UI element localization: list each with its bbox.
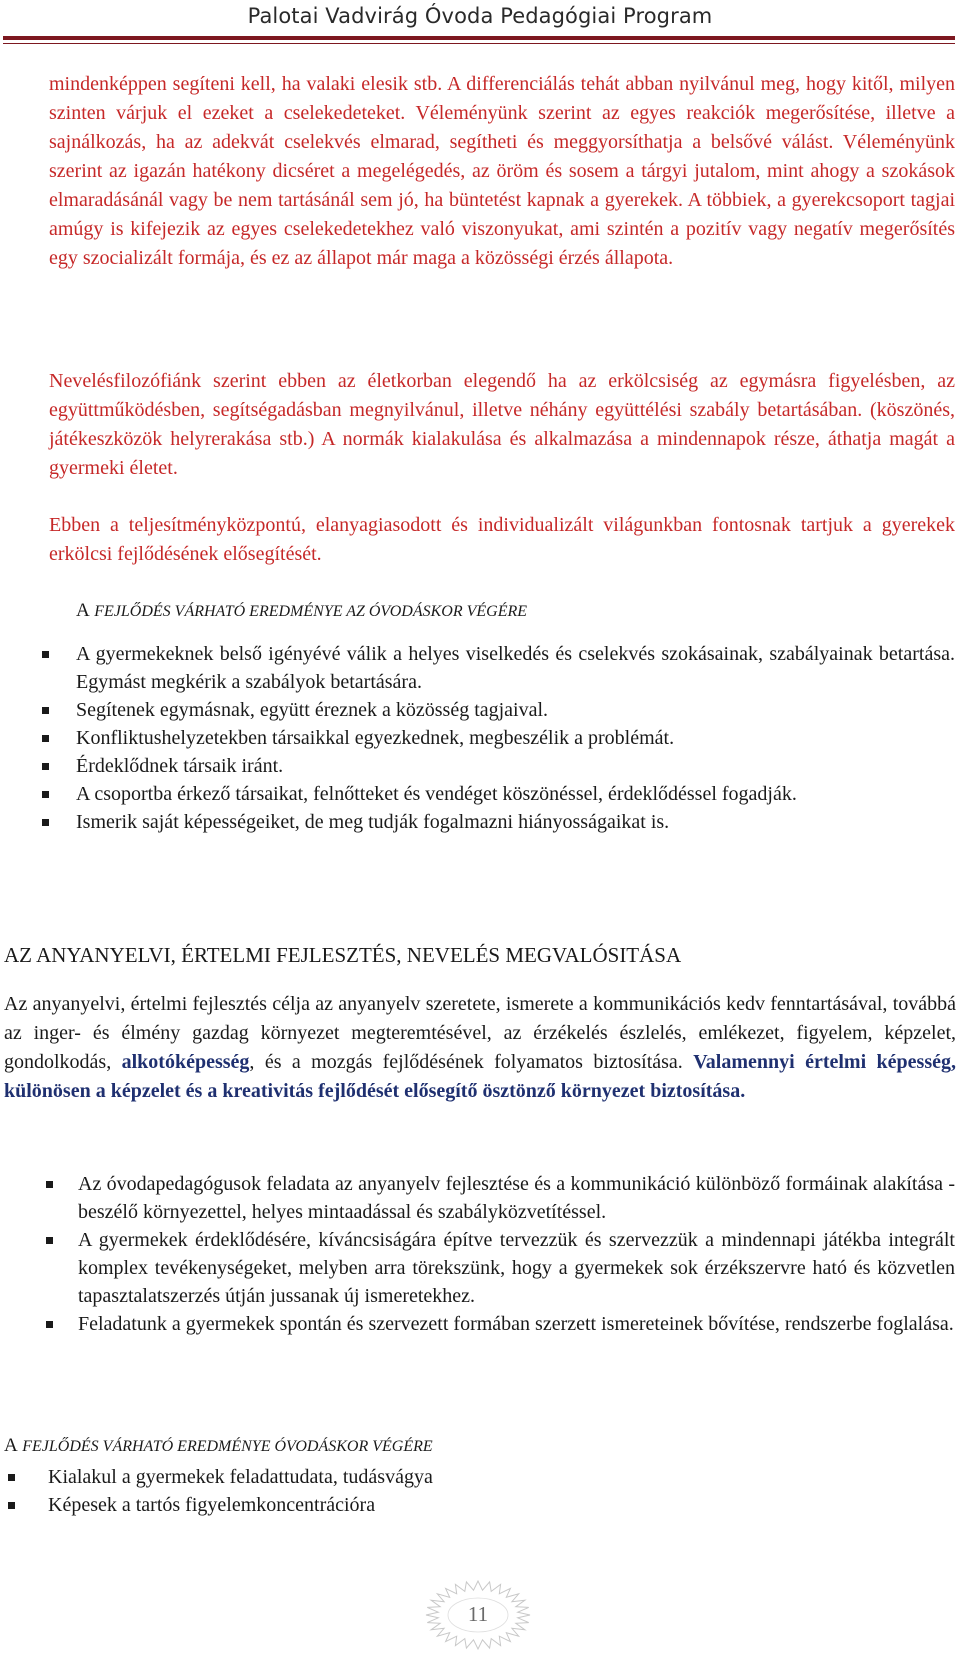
bullet-icon [46,1237,53,1244]
subheading-expected-outcome-1 [76,599,527,623]
list-item: Ismerik saját képességeiket, de meg tudják fogalmazni hiányosságaikat is. [76,808,955,836]
bullet-icon [42,735,49,742]
paragraph-differentiation: mindenképpen segíteni kell, ha valaki elesik stb. A differenciálás tehát abban nyilvánul meg, hogy kitől, milyen szinten várjuk el ezeket a cselekedeteket. Véleményünk szerint az egyes reakciók megerősítése, illetve a sajnálkozás, ha az adekvát cselekvés elmarad, segítheti és meggyorsíthatja a belsővé válást. Véleményünk szerint az igazán hatékony dicséret a megelégedés, az öröm és sosem a tárgyi jutalom, mint ahogy a szokások elmaradásánál vagy be nem tartásánál sem jó, ha büntetést kapnak a gyerekek. A többiek, a gyerekcsoport tagjai amúgy is kifejezik az egyes cselekedetekhez való viszonyukat, ami szintén a pozitív vagy negatív megerősítés egy szocializált formája, és ez az állapot már maga a közösségi érzés állapota. [49,73,955,269]
list-item: A gyermekeknek belső igényévé válik a helyes viselkedés és cselekvés szokásainak, szabályainak betartása. Egymást megkérik a szabályok betartására. [76,640,955,696]
list-item: A csoportba érkező társaikat, felnőtteket és vendéget köszönéssel, érdeklődéssel fogadják. [76,780,955,808]
bullet-icon [8,1474,15,1481]
bullet-icon [42,707,49,714]
bullet-icon [42,791,49,798]
page-header [0,0,960,48]
bullet-icon [42,763,49,770]
subheading-cap: A [76,600,90,621]
header-rule-thick [3,36,955,40]
page-number: 11 [467,1602,489,1626]
header-title: Palotai Vadvirág Óvoda Pedagógiai Program [247,4,713,28]
list-item: Kialakul a gyermekek feladattudata, tudásvágya [48,1463,955,1491]
bullet-icon [42,651,49,658]
section-title: AZ ANYANYELVI, ÉRTELMI FEJLESZTÉS, NEVELÉS MEGVALÓSITÁSA [4,943,682,967]
subheading-expected-outcome-2 [4,1434,433,1458]
bullet-icon [8,1502,15,1509]
subheading-cap: A [4,1435,18,1456]
list-item: Segítenek egymásnak, együtt éreznek a közösség tagjaival. [76,696,955,724]
emphasis-creativity: alkotóképesség [121,1051,250,1073]
paragraph-language-development: Az anyanyelvi, értelmi fejlesztés célja az anyanyelv szeretete, ismerete a kommunikációs kedv fenntartásával, továbbá az inger- és élmény gazdag környezet megteremtésével, az érzékelés észlelés, emlékezet, figyelem, képzelet, gondolkodás, alkotóképesség, és a mozgás fejlődésének folyamatos biztosítása. Valamennyi értelmi képesség, különösen a képzelet és a kreativitás fejlődését elősegítő ösztönző környezet biztosítása. [4,993,956,1102]
list-item: A gyermekek érdeklődésére, kíváncsiságára építve tervezzük és szervezzük a mindennapi játékba integrált komplex tevékenységeket, melyben arra törekszünk, hogy a gyermekek sok érzékszervre ható és közvetlen tapasztalatszerzés útján jussanak új ismeretekhez. [78,1226,955,1310]
bullet-icon [46,1181,53,1188]
list-item: Feladatunk a gyermekek spontán és szervezett formában szerzett ismereteinek bővítése, rendszerbe foglalása. [78,1310,955,1338]
paragraph-philosophy: Nevelésfilozófiánk szerint ebben az életkorban elegendő ha az erkölcsiség az egymásra figyelésben, az együttműködésben, segítségadásban megnyilvánul, illetve néhány együttélési szabály betartásában. (köszönés, játékeszközök helyrerakása stb.) A normák kialakulása és alkalmazása a mindennapok része, áthatja magát a gyermeki életet. [49,370,955,479]
bullet-icon [42,819,49,826]
emphasis-goal: Valamennyi értelmi képesség, különösen a képzelet és a kreativitás fejlődését elősegítő ösztönző környezet biztosítása. [4,1051,956,1102]
bullet-icon [46,1321,53,1328]
list-item: Érdeklődnek társaik iránt. [76,752,955,780]
subheading-text: FEJLŐDÉS VÁRHATÓ EREDMÉNYE AZ ÓVODÁSKOR VÉGÉRE [94,603,528,620]
paragraph-moral-development: Ebben a teljesítményközpontú, elanyagiasodott és individualizált világunkban fontosnak tartjuk a gyerekek erkölcsi fejlődésének elősegítését. [49,514,955,565]
page-number-badge [423,1580,533,1650]
list-item: Az óvodapedagógusok feladata az anyanyelv fejlesztése és a kommunikáció különböző formáinak alakítása - beszélő környezettel, helyes mintaadással és szabályközvetítéssel. [78,1170,955,1226]
expected-outcomes-list-2 [48,1463,955,1519]
list-item: Konfliktushelyzetekben társaikkal egyezkednek, megbeszélik a problémát. [76,724,955,752]
tasks-list [78,1170,955,1338]
subheading-text: FEJLŐDÉS VÁRHATÓ EREDMÉNYE ÓVODÁSKOR VÉGÉRE [22,1438,433,1455]
expected-outcomes-list [76,640,955,836]
header-rule-thin [3,43,955,44]
list-item: Képesek a tartós figyelemkoncentrációra [48,1491,955,1519]
